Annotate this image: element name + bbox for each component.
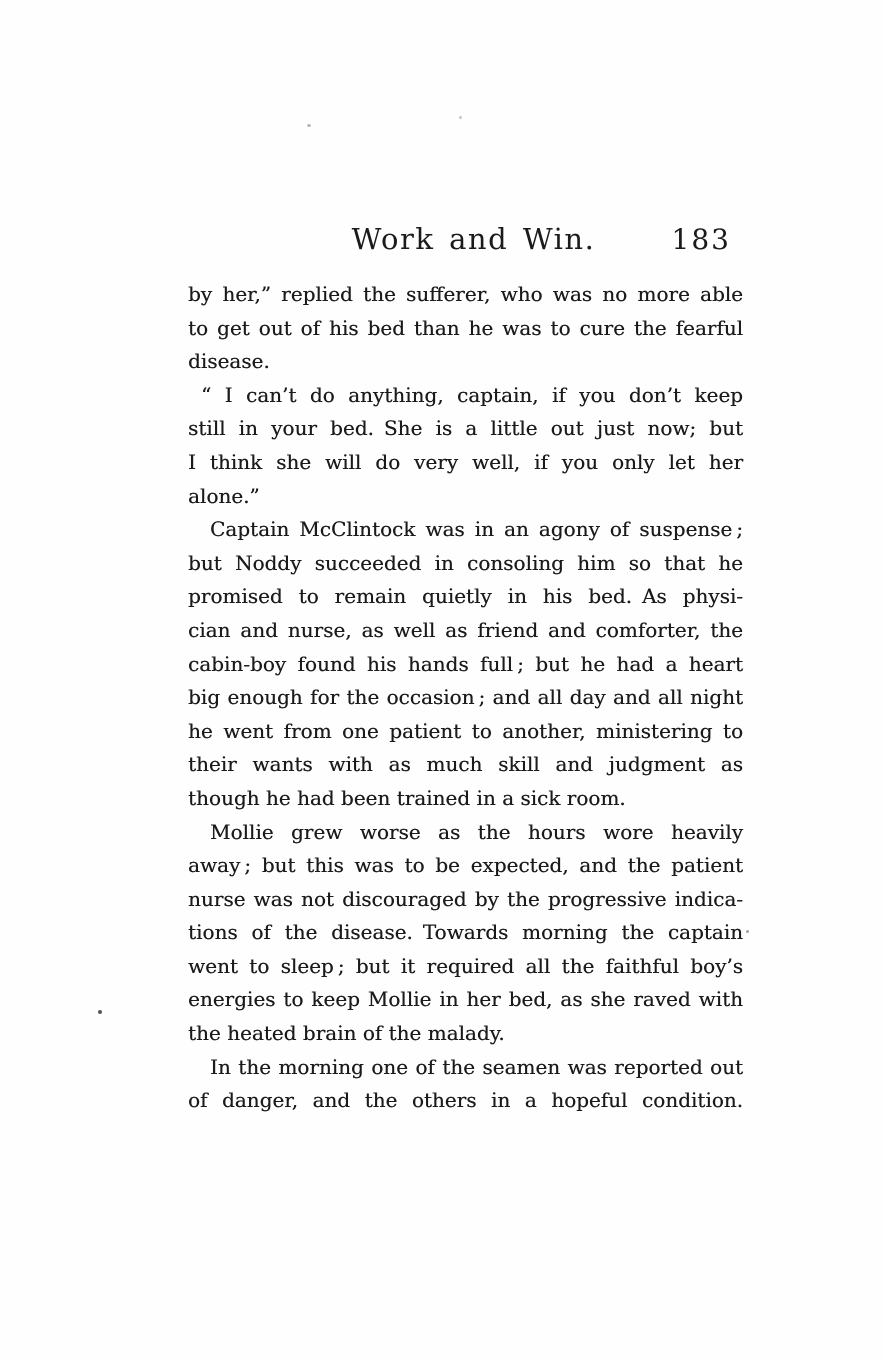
scan-speck — [307, 124, 311, 127]
text-line: Mollie grew worse as the hours wore heavily — [210, 819, 743, 844]
scan-speck — [98, 1010, 102, 1014]
page-header — [188, 222, 743, 262]
text-line: alone.” — [188, 483, 260, 508]
text-line: I think she will do very well, if you only let her — [188, 449, 743, 474]
page-body — [188, 278, 743, 1118]
text-line: by her,” replied the sufferer, who was no more able — [188, 282, 743, 306]
text-line: to get out of his bed than he was to cure the fearful — [188, 315, 743, 340]
text-line: cian and nurse, as well as friend and comforter, the — [188, 617, 743, 642]
paragraph — [188, 278, 743, 379]
text-line: Captain McClintock was in an agony of suspense ; — [210, 517, 743, 542]
text-line: away ; but this was to be expected, and the patient — [188, 853, 743, 878]
running-title: Work and Win. — [351, 222, 596, 256]
text-line: energies to keep Mollie in her bed, as she raved with — [188, 987, 743, 1012]
text-line: he went from one patient to another, ministering to — [188, 718, 743, 743]
text-line: the heated brain of the malady. — [188, 1021, 505, 1046]
text-line: disease. — [188, 349, 270, 374]
text-line: promised to remain quietly in his bed. As physi- — [188, 584, 743, 609]
text-line: still in your bed. She is a little out just now; but — [188, 416, 743, 441]
text-line: cabin-boy found his hands full ; but he had a heart — [188, 651, 743, 676]
paragraph — [188, 513, 743, 815]
paragraph — [188, 1051, 743, 1118]
text-line: their wants with as much skill and judgment as — [188, 752, 743, 777]
page-number: 183 — [671, 223, 731, 256]
paragraph — [188, 816, 743, 1051]
text-line: nurse was not discouraged by the progressive indica- — [188, 886, 743, 911]
text-line: went to sleep ; but it required all the faithful boy’s — [188, 953, 743, 978]
text-line: though he had been trained in a sick room. — [188, 785, 626, 810]
text-line: of danger, and the others in a hopeful condition. — [188, 1088, 743, 1113]
paragraph — [188, 379, 743, 513]
scan-speck — [746, 930, 749, 933]
text-line: In the morning one of the seamen was reported out — [210, 1054, 743, 1079]
text-line: but Noddy succeeded in consoling him so that he — [188, 550, 743, 575]
text-line: tions of the disease. Towards morning the captain — [188, 920, 743, 945]
scan-speck — [459, 116, 462, 119]
text-line: “ I can’t do anything, captain, if you don’t keep — [201, 382, 743, 407]
text-line: big enough for the occasion ; and all day and all night — [188, 685, 743, 710]
